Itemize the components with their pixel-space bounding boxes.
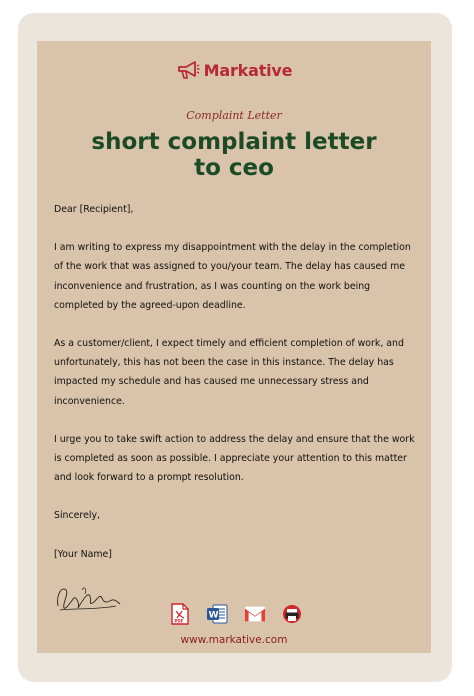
svg-text:W: W <box>208 610 219 621</box>
gmail-icon[interactable] <box>244 602 266 626</box>
paragraph-3: I urge you to take swift action to address the delay and ensure that the work is completed as soon as possible. I appreciate your attention to this matter and look forward to a prompt resolution. <box>54 433 415 484</box>
website-url[interactable]: www.markative.com <box>180 634 288 646</box>
megaphone-icon <box>176 59 200 81</box>
print-icon[interactable] <box>281 602 303 626</box>
letter-body <box>54 200 416 583</box>
title-line-2: to ceo <box>194 155 274 181</box>
salutation: Dear [Recipient], <box>54 204 134 215</box>
paragraph-1: I am writing to express my disappointment with the delay in the completion of the work that was assigned to you/your team. The delay has caused me inconvenience and frustration, as I was counting on the work being completed by the agreed-upon deadline. <box>54 242 411 311</box>
paragraph-2: As a customer/client, I expect timely and efficient completion of work, and unfortunately, this has not been the case in this instance. The delay has impacted my schedule and has caused me unnecessary stress and inconvenience. <box>54 338 404 407</box>
letter-card <box>37 41 431 653</box>
word-icon[interactable] <box>206 602 228 626</box>
pdf-icon[interactable] <box>169 602 191 626</box>
svg-text:PDF: PDF <box>174 618 184 624</box>
brand-name: Markative <box>203 60 293 80</box>
signature-image <box>54 580 124 616</box>
closing: Sincerely, <box>54 510 100 522</box>
share-icons <box>169 601 303 627</box>
title-line-1: short complaint letter <box>91 129 377 155</box>
sender-name: [Your Name] <box>54 548 112 560</box>
document-title <box>37 129 431 181</box>
brand-logo <box>37 58 431 82</box>
document-subtitle: Complaint Letter <box>186 109 282 122</box>
